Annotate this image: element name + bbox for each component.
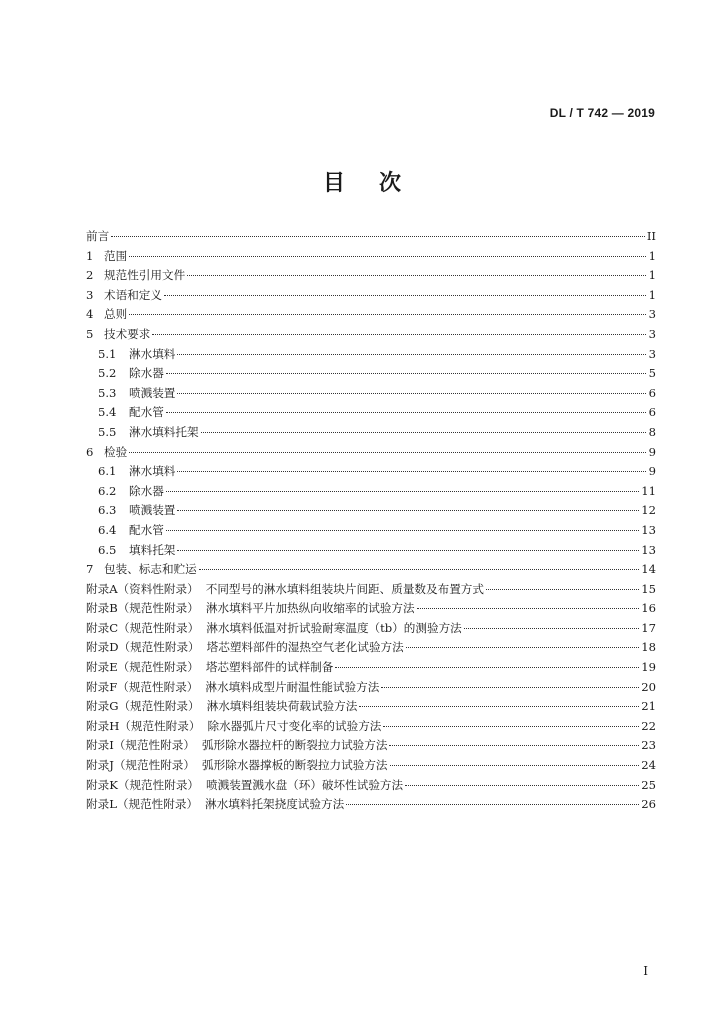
toc-entry-label: 淋水填料成型片耐温性能试验方法 — [205, 679, 380, 694]
toc-entry-page: 23 — [641, 738, 656, 753]
toc-entry-number: 附录I（规范性附录） — [86, 738, 195, 753]
toc-entry[interactable] — [86, 248, 656, 268]
toc-dot-leader — [406, 647, 639, 648]
toc-entry[interactable] — [86, 718, 656, 738]
toc-dot-leader — [177, 393, 646, 394]
toc-dot-leader — [381, 687, 639, 688]
toc-entry-number: 6.2 — [98, 483, 117, 498]
toc-entry-number: 6.3 — [98, 503, 117, 518]
toc-dot-leader — [177, 550, 639, 551]
toc-entry[interactable] — [86, 463, 656, 483]
toc-entry-number: 4 — [86, 307, 94, 322]
toc-dot-leader — [464, 628, 639, 629]
toc-entry[interactable] — [86, 542, 656, 562]
toc-dot-leader — [187, 275, 646, 276]
toc-entry-page: 18 — [641, 640, 656, 655]
toc-dot-leader — [346, 804, 639, 805]
toc-entry-number: 6.5 — [98, 542, 117, 557]
toc-dot-leader — [335, 667, 639, 668]
toc-entry-page: 15 — [641, 581, 656, 596]
toc-entry-label: 喷溅装置 — [129, 503, 176, 518]
toc-entry-page: 20 — [641, 679, 656, 694]
toc-dot-leader — [486, 589, 639, 590]
toc-dot-leader — [199, 569, 639, 570]
toc-entry-label: 总则 — [104, 307, 128, 322]
toc-entry-page: 24 — [641, 758, 656, 773]
toc-entry[interactable] — [86, 404, 656, 424]
toc-entry-number: 附录C（规范性附录） — [86, 620, 200, 635]
toc-dot-leader — [177, 471, 646, 472]
toc-entry[interactable] — [86, 639, 656, 659]
toc-entry[interactable] — [86, 267, 656, 287]
toc-entry-label: 喷溅装置溅水盘（环）破坏性试验方法 — [206, 777, 404, 792]
table-of-contents — [86, 228, 656, 816]
toc-entry[interactable] — [86, 600, 656, 620]
toc-entry-label: 范围 — [104, 248, 128, 263]
toc-entry-label: 淋水填料 — [129, 464, 176, 479]
toc-entry-number: 附录J（规范性附录） — [86, 758, 195, 773]
toc-entry-number: 5.4 — [98, 405, 117, 420]
toc-dot-leader — [359, 706, 639, 707]
toc-entry-label: 弧形除水器撑板的断裂拉力试验方法 — [202, 758, 388, 773]
toc-entry-number: 5.3 — [98, 385, 117, 400]
toc-entry-page: 9 — [648, 444, 656, 459]
toc-entry-page: 5 — [648, 366, 656, 381]
toc-entry[interactable] — [86, 659, 656, 679]
toc-entry-number: 附录G（规范性附录） — [86, 699, 200, 714]
toc-dot-leader — [177, 354, 646, 355]
toc-entry-page: 19 — [641, 660, 656, 675]
toc-dot-leader — [166, 373, 646, 374]
toc-dot-leader — [164, 295, 646, 296]
toc-entry-label: 淋水填料低温对折试验耐寒温度（tb）的测验方法 — [206, 620, 462, 635]
toc-entry-page: 14 — [641, 562, 656, 577]
toc-entry[interactable] — [86, 385, 656, 405]
toc-entry-number: 6 — [86, 444, 94, 459]
toc-entry-number: 5.2 — [98, 366, 117, 381]
toc-entry-page: 3 — [648, 346, 656, 361]
toc-entry-number: 1 — [86, 248, 94, 263]
toc-entry-page: 3 — [648, 307, 656, 322]
toc-entry-page: 1 — [648, 268, 656, 283]
toc-entry-label: 检验 — [104, 444, 128, 459]
toc-entry[interactable] — [86, 365, 656, 385]
toc-dot-leader — [177, 510, 639, 511]
toc-entry-label: 不同型号的淋水填料组装块片间距、质量数及布置方式 — [205, 581, 484, 596]
toc-entry-number: 附录K（规范性附录） — [86, 777, 200, 792]
toc-entry-label: 包装、标志和贮运 — [104, 562, 197, 577]
toc-entry-number: 5.1 — [98, 346, 117, 361]
toc-dot-leader — [417, 608, 640, 609]
toc-entry[interactable] — [86, 757, 656, 777]
toc-entry-number: 7 — [86, 562, 94, 577]
toc-entry[interactable] — [86, 777, 656, 797]
toc-entry-label: 淋水填料托架挠度试验方法 — [205, 797, 345, 812]
toc-entry[interactable] — [86, 581, 656, 601]
toc-entry[interactable] — [86, 620, 656, 640]
toc-entry[interactable] — [86, 444, 656, 464]
toc-entry-label: 淋水填料 — [129, 346, 176, 361]
toc-dot-leader — [111, 236, 645, 237]
toc-entry[interactable] — [86, 424, 656, 444]
toc-entry-page: 21 — [641, 699, 656, 714]
page-title — [0, 166, 724, 197]
toc-entry-number: 2 — [86, 268, 94, 283]
toc-dot-leader — [166, 412, 646, 413]
toc-entry-page: 16 — [641, 601, 656, 616]
toc-entry-number: 3 — [86, 287, 94, 302]
toc-entry[interactable] — [86, 737, 656, 757]
toc-entry-number: 附录A（资料性附录） — [86, 581, 199, 596]
toc-entry[interactable] — [86, 698, 656, 718]
toc-entry-label: 配水管 — [129, 522, 164, 537]
toc-entry-page: 6 — [648, 385, 656, 400]
toc-entry-label: 塔芯塑料部件的试样制备 — [205, 660, 334, 675]
toc-entry[interactable] — [86, 502, 656, 522]
document-code: DL / T 742 — 2019 — [549, 106, 655, 120]
toc-entry-page: 11 — [641, 483, 656, 498]
toc-entry-page: 17 — [641, 620, 656, 635]
toc-entry-page: 9 — [648, 464, 656, 479]
title-char-1: 目 — [322, 171, 345, 196]
toc-entry-number: 附录E（规范性附录） — [86, 660, 199, 675]
toc-entry[interactable] — [86, 346, 656, 366]
toc-dot-leader — [389, 745, 639, 746]
toc-entry-label: 塔芯塑料部件的湿热空气老化试验方法 — [206, 640, 404, 655]
toc-entry-number: 附录H（规范性附录） — [86, 718, 201, 733]
toc-entry[interactable] — [86, 483, 656, 503]
toc-entry-label: 弧形除水器拉杆的断裂拉力试验方法 — [201, 738, 388, 753]
title-char-2: 次 — [379, 171, 402, 196]
toc-entry[interactable] — [86, 306, 656, 326]
toc-dot-leader — [152, 334, 646, 335]
toc-entry-number: 附录B（规范性附录） — [86, 601, 199, 616]
toc-entry-page: 6 — [648, 405, 656, 420]
toc-entry-label: 淋水填料托架 — [129, 424, 199, 439]
toc-entry[interactable] — [86, 326, 656, 346]
toc-entry-number: 5.5 — [98, 424, 117, 439]
toc-entry-number: 6.4 — [98, 522, 117, 537]
toc-entry-label: 技术要求 — [104, 326, 151, 341]
toc-entry-page: 12 — [641, 503, 656, 518]
toc-entry-number: 5 — [86, 326, 94, 341]
toc-entry-label: 除水器弧片尺寸变化率的试验方法 — [207, 718, 382, 733]
toc-dot-leader — [390, 765, 640, 766]
page-number: I — [643, 964, 648, 978]
toc-entry-number: 附录F（规范性附录） — [86, 679, 199, 694]
toc-entry-page: 3 — [648, 326, 656, 341]
toc-entry[interactable] — [86, 561, 656, 581]
toc-dot-leader — [383, 726, 639, 727]
toc-dot-leader — [129, 452, 646, 453]
toc-entry-page: II — [646, 229, 656, 243]
toc-entry-page: 22 — [641, 718, 656, 733]
toc-dot-leader — [405, 785, 639, 786]
toc-dot-leader — [166, 491, 639, 492]
toc-entry-label: 填料托架 — [129, 542, 176, 557]
toc-entry[interactable] — [86, 796, 656, 816]
toc-entry[interactable] — [86, 287, 656, 307]
toc-entry-number: 6.1 — [98, 464, 117, 479]
toc-entry[interactable] — [86, 679, 656, 699]
toc-entry-page: 25 — [641, 777, 656, 792]
toc-entry-label: 除水器 — [129, 366, 164, 381]
toc-entry[interactable] — [86, 522, 656, 542]
toc-entry-page: 1 — [648, 248, 656, 263]
toc-entry-page: 13 — [641, 542, 656, 557]
toc-dot-leader — [166, 530, 639, 531]
toc-entry-label: 配水管 — [129, 405, 164, 420]
toc-entry-label: 淋水填料平片加热纵向收缩率的试验方法 — [205, 601, 415, 616]
toc-entry-page: 8 — [648, 424, 656, 439]
toc-entry-page: 26 — [641, 797, 656, 812]
toc-entry-label: 规范性引用文件 — [104, 268, 186, 283]
toc-entry-label: 喷溅装置 — [129, 385, 176, 400]
toc-dot-leader — [129, 314, 646, 315]
toc-entry-number: 附录L（规范性附录） — [86, 797, 199, 812]
toc-entry-label: 术语和定义 — [104, 287, 162, 302]
toc-entry-page: 13 — [641, 522, 656, 537]
toc-dot-leader — [129, 256, 646, 257]
toc-entry-label: 除水器 — [129, 483, 164, 498]
toc-entry-page: 1 — [648, 287, 656, 302]
toc-dot-leader — [201, 432, 646, 433]
toc-entry-label: 淋水填料组装块荷载试验方法 — [206, 699, 358, 714]
toc-entry-label: 前言 — [86, 229, 110, 243]
toc-entry-number: 附录D（规范性附录） — [86, 640, 200, 655]
toc-entry[interactable] — [86, 228, 656, 248]
